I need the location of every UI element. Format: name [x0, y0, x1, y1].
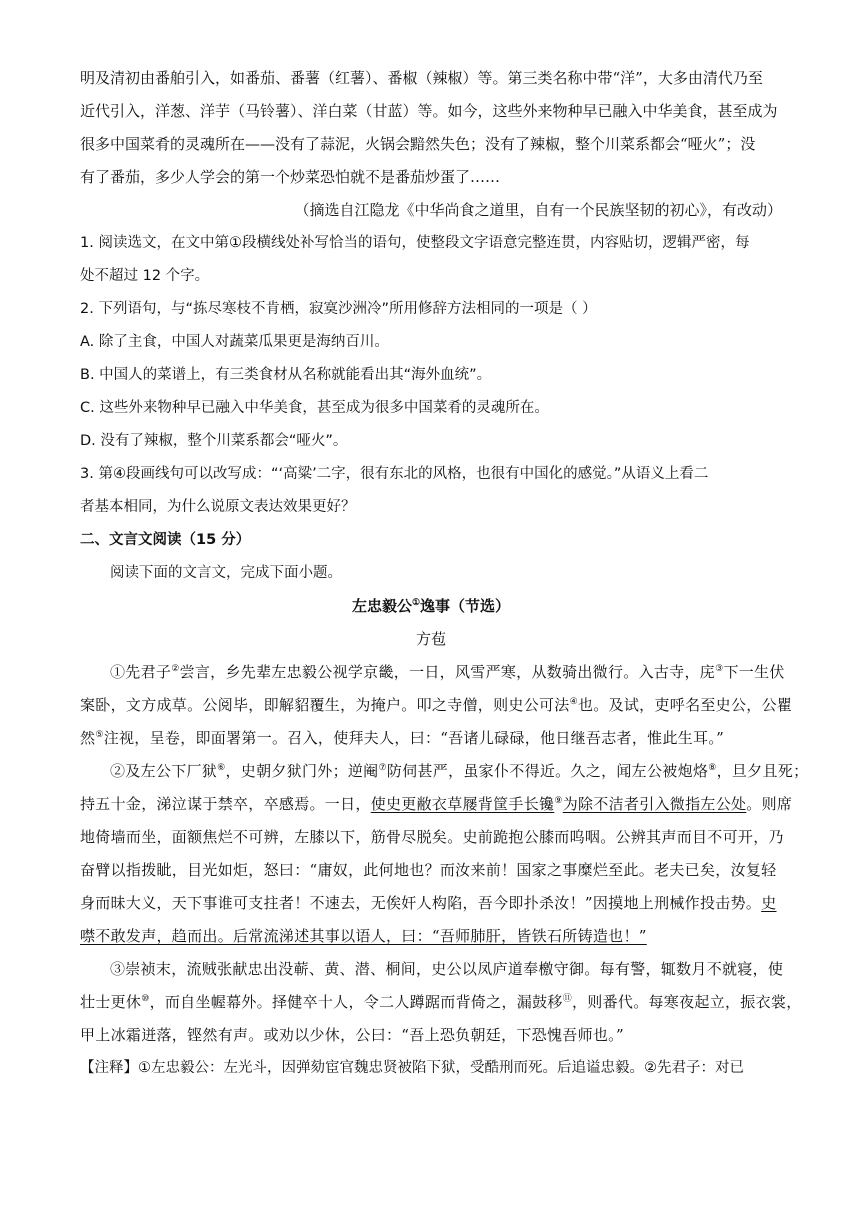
footnote-marker: ⑥: [217, 763, 226, 773]
text-run: ，史朝夕狱门外；逆阉: [225, 762, 379, 780]
footnote-marker: ③: [715, 664, 724, 674]
classical-line: [80, 920, 782, 953]
text-run: 注视，呈卷，即面署第一。召入，使拜夫人，曰：“吾诸儿碌碌，他日继吾志者，惟此生耳。”: [103, 729, 725, 747]
classical-line: [80, 953, 782, 986]
annotation-note: 【注释】①左忠毅公：左光斗，因弹劾宦官魏忠贤被陷下狱，受酷刑而死。后追谥忠毅。②先君子：对已: [80, 1060, 744, 1076]
text-run: 下一生伏: [723, 663, 785, 681]
classical-title: [80, 590, 782, 623]
text-run: 甲上冰霜迸落，铿然有声。或劝以少休，公曰：“吾上恐负朝廷，下恐愧吾师也。”: [80, 1026, 624, 1044]
question-3-line1: 3. 第④段画线句可以改写成：“‘高粱’二字，很有东北的风格，也很有中国化的感觉。”从语义上看二: [80, 466, 709, 482]
text-run: 然: [80, 729, 96, 747]
text-run: ，而自坐幄幕外。择健卒十人，令二人蹲踞而背倚之，漏鼓移: [149, 993, 563, 1011]
footnote-marker: ⑪: [562, 994, 572, 1004]
passage-source: （摘选自江隐龙《中华尚食之道里，自有一个民族坚韧的初心》，有改动）: [294, 201, 782, 219]
passage-line: 近代引入，洋葱、洋芋（马铃薯）、洋白菜（甘蓝）等。如今，这些外来物种早已融入中华美食，甚至成为: [80, 102, 778, 120]
text-run: ③崇祯末，流贼张献忠出没蕲、黄、潜、桐间，史公以凤庐道奉檄守御。每有警，辄数月不就寝，使: [110, 960, 784, 978]
text-run: 尝言，乡先辈左忠毅公视学京畿，一日，风雪严寒，从数骑出微行。入古寺，庑: [179, 663, 716, 681]
question-2-option-b: B. 中国人的菜谱上，有三类食材从名称就能看出其“海外血统”。: [80, 367, 492, 383]
underlined-sentence: 使史更敝衣草屦背筐手长镵: [370, 795, 555, 813]
text-run: 案卧，文方成草。公阅毕，即解貂覆生，为掩户。叩之寺僧，则史公可法: [80, 696, 570, 714]
classical-title-main: 左忠毅公: [351, 597, 412, 615]
section-instruction: 阅读下面的文言文，完成下面小题。: [110, 565, 342, 581]
passage-line: 很多中国菜肴的灵魂所在——没有了蒜泥，火锅会黯然失色；没有了辣椒，整个川菜系都会“哑火”；没: [80, 135, 756, 153]
text-run: ，旦夕且死；: [716, 762, 809, 780]
question-2-option-c: C. 这些外来物种早已融入中华美食，甚至成为很多中国菜肴的灵魂所在。: [80, 400, 549, 416]
text-run: 身而昧大义，天下事谁可支拄者！不速去，无俟奸人构陷，吾今即扑杀汝！”因摸地上刑械作投击势。: [80, 894, 762, 912]
classical-line: 地倚墙而坐，面额焦烂不可辨，左膝以下，筋骨尽脱矣。史前跪抱公膝而呜咽。公辨其声而目不可开，乃: [80, 828, 784, 846]
footnote-marker: ②: [171, 664, 180, 674]
question-2: 2. 下列语句，与“拣尽寒枝不肯栖，寂寞沙洲冷”所用修辞方法相同的一项是（ ）: [80, 301, 597, 317]
text-run: ①先君子: [110, 663, 172, 681]
footnote-marker: ⑧: [708, 763, 717, 773]
question-1-line2: 处不超过 12 个字。: [80, 268, 210, 284]
text-run: 也。及试，吏呼名至史公，公瞿: [577, 696, 793, 714]
footnote-marker: ⑦: [378, 763, 387, 773]
section-heading: 二、文言文阅读（15 分）: [80, 532, 251, 548]
document-page: [80, 62, 809, 1085]
passage-line: 有了番茄，多少人学会的第一个炒菜恐怕就不是番茄炒蛋了……: [80, 168, 501, 186]
text-run: 。则席: [746, 795, 793, 813]
classical-line: [80, 755, 809, 788]
text-run: ，则番代。每寒夜起立，振衣裳，: [572, 993, 802, 1011]
underlined-sentence: 噤不敢发声，趋而出。后常流涕述其事以语人，曰：“吾师肺肝，皆铁石所铸造也！”: [80, 927, 647, 945]
classical-line: [80, 986, 802, 1019]
classical-line: [80, 1019, 782, 1052]
text-run: 防伺甚严，虽家仆不得近。久之，闻左公被炮烙: [386, 762, 709, 780]
classical-author: 方苞: [415, 630, 446, 648]
classical-line: [80, 722, 782, 755]
text-run: 壮士更休: [80, 993, 142, 1011]
classical-line: [80, 788, 793, 821]
question-3-line2: 者基本相同，为什么说原文表达效果更好？: [80, 499, 356, 515]
footnote-marker: ①: [411, 598, 421, 608]
footnote-marker: ⑤: [95, 730, 104, 740]
question-2-option-a: A. 除了主食，中国人对蔬菜瓜果更是海纳百川。: [80, 334, 389, 350]
footnote-marker: ⑩: [141, 994, 150, 1004]
classical-line: [80, 689, 793, 722]
underlined-sentence: 为除不洁者引入微指左公处: [562, 795, 747, 813]
question-2-option-d: D. 没有了辣椒，整个川菜系都会“哑火”。: [80, 433, 348, 449]
classical-line: [80, 656, 785, 689]
text-run: ②及左公下厂狱: [110, 762, 218, 780]
text-run: 持五十金，涕泣谋于禁卒，卒感焉。一日，: [80, 795, 371, 813]
classical-line: [80, 887, 782, 920]
footnote-marker: ④: [569, 697, 578, 707]
question-1-line1: 1. 阅读选文，在文中第①段横线处补写恰当的语句，使整段文字语意完整连贯，内容贴切，逻辑严密，每: [80, 235, 750, 251]
underlined-sentence: 史: [761, 894, 777, 912]
classical-line: 奋臂以指拨眦，目光如炬，怒曰：“庸奴，此何地也？而汝来前！国家之事糜烂至此。老夫已矣，汝复轻: [80, 861, 777, 879]
footnote-marker: ⑨: [554, 796, 563, 806]
classical-title-rest: 逸事（节选）: [420, 597, 511, 615]
passage-line: 明及清初由番舶引入，如番茄、番薯（红薯）、番椒（辣椒）等。第三类名称中带“洋”，大多由清代乃至: [80, 69, 763, 87]
